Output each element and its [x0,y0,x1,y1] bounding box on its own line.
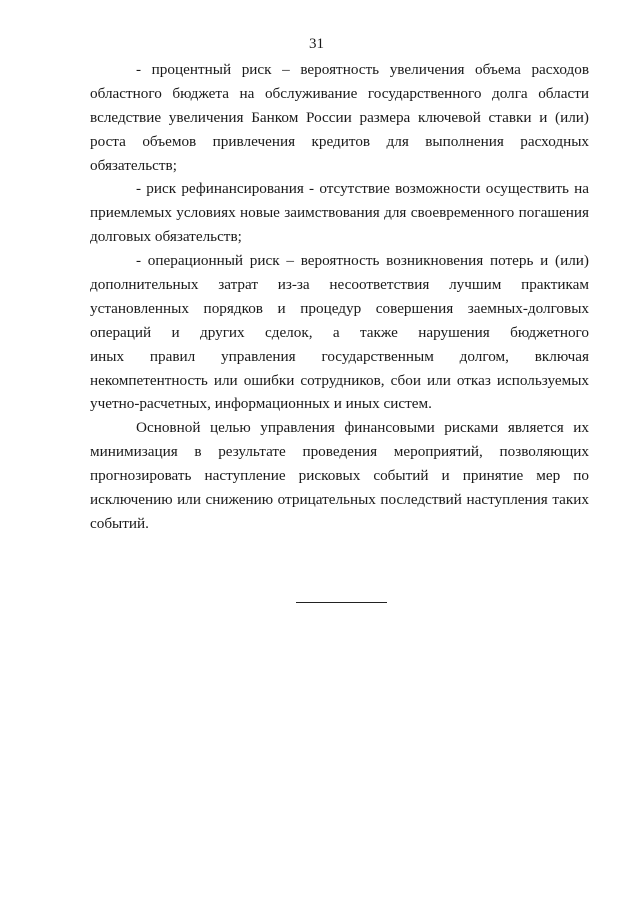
page-number: 31 [309,36,324,52]
text-line: установленных порядков и процедур совершения заемных-долговых [90,299,589,317]
text-line: учетно-расчетных, информационных и иных систем. [90,395,432,413]
text-line: прогнозировать наступление рисковых событий и принятие мер по [90,467,589,485]
text-line: - процентный риск – вероятность увеличения объема расходов [136,61,589,78]
text-line: приемлемых условиях новые заимствования для своевременного погашения [90,204,589,222]
text-line: долговых обязательств; [90,228,242,246]
text-line: областного бюджета на обслуживание государственного долга области [90,84,589,102]
text-line: - операционный риск – вероятность возникновения потерь и (или) [136,252,589,270]
text-line: событий. [90,514,149,532]
text-line: - риск рефинансирования - отсутствие возможности осуществить на [136,180,589,198]
text-line: вследствие увеличения Банком России размера ключевой ставки и (или) [90,108,589,126]
text-line: минимизация в результате проведения мероприятий, позволяющих [90,443,589,461]
text-line: операций и других сделок, а также нарушения бюджетного [90,323,589,341]
text-line: некомпетентность или ошибки сотрудников, сбои или отказ используемых [90,371,589,389]
text-line: обязательств; [90,156,177,174]
text-line: дополнительных затрат из-за несоответствия лучшим практикам [90,276,589,294]
text-line: роста объемов привлечения кредитов для выполнения расходных [90,132,589,150]
text-line: Основной целью управления финансовыми рисками является их [136,419,589,437]
text-line: исключению или снижению отрицательных последствий наступления таких [90,491,589,509]
closing-rule [296,602,387,603]
body-text [90,58,589,536]
text-line: иных правил управления государственным долгом, включая [90,347,589,365]
